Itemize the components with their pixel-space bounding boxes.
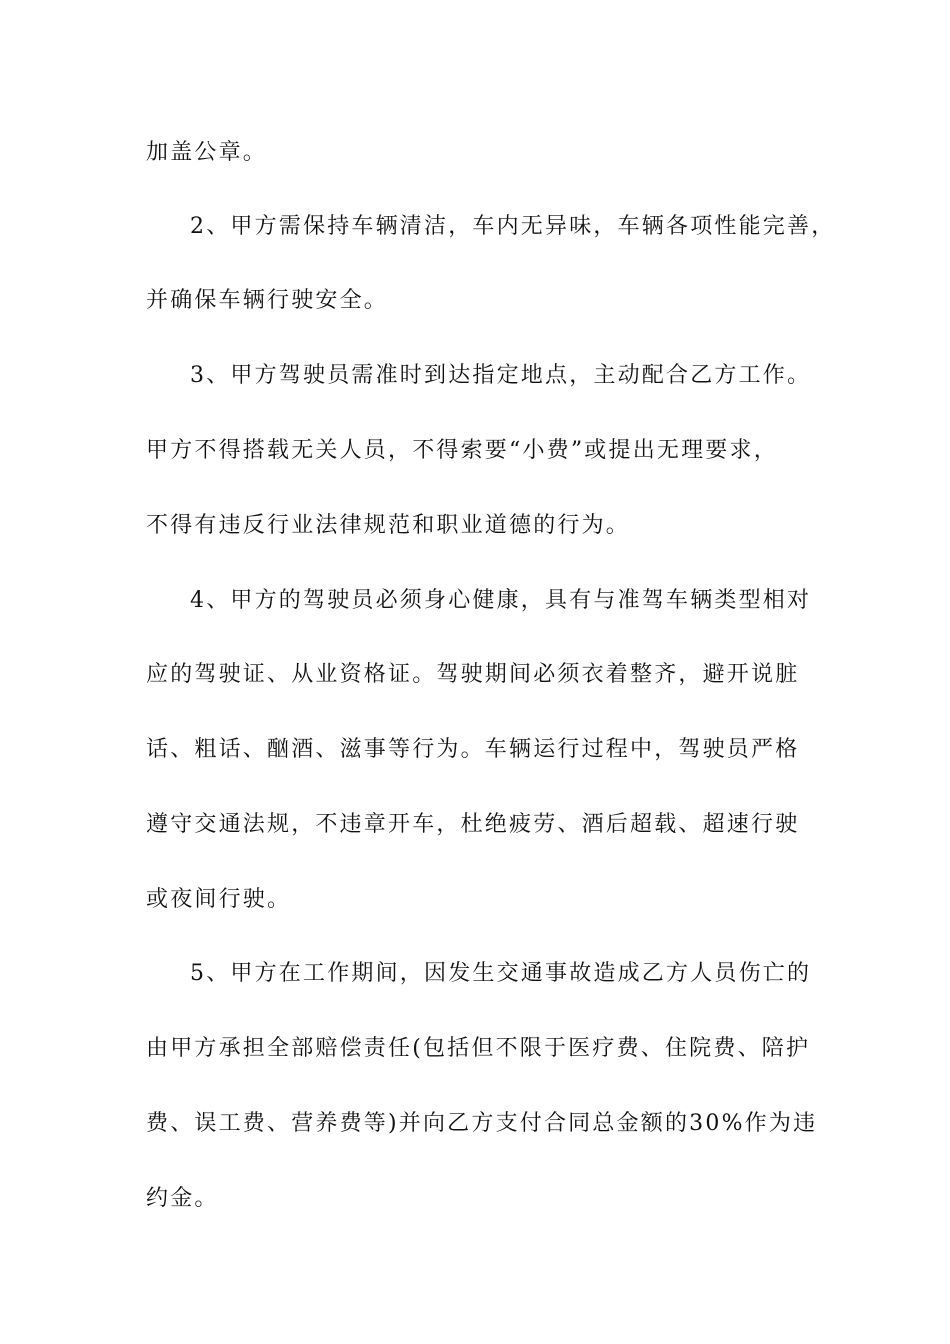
text-line: 加盖公章。 [146, 140, 268, 165]
text-line: 遵守交通法规，不违章开车，杜绝疲劳、酒后超载、超速行驶 [146, 812, 800, 837]
text-line: 约金。 [146, 1186, 219, 1211]
text-line: 由甲方承担全部赔偿责任(包括但不限于医疗费、住院费、陪护 [146, 1036, 811, 1061]
text-line-clause-5: 5、甲方在工作期间，因发生交通事故造成乙方人员伤亡的 [190, 961, 812, 986]
text-line-clause-4: 4、甲方的驾驶员必须身心健康，具有与准驾车辆类型相对 [190, 588, 812, 613]
text-line: 话、粗话、酗酒、滋事等行为。车辆运行过程中，驾驶员严格 [146, 737, 800, 762]
text-line-clause-3: 3、甲方驾驶员需准时到达指定地点，主动配合乙方工作。 [190, 363, 812, 388]
text-line: 或夜间行驶。 [146, 887, 292, 912]
text-line: 费、误工费、营养费等)并向乙方支付合同总金额的30%作为违 [146, 1111, 818, 1136]
text-line: 不得有违反行业法律规范和职业道德的行为。 [146, 513, 631, 538]
text-line: 应的驾驶证、从业资格证。驾驶期间必须衣着整齐，避开说脏 [146, 662, 800, 687]
text-line: 并确保车辆行驶安全。 [146, 288, 389, 313]
text-line-clause-2: 2、甲方需保持车辆清洁，车内无异味，车辆各项性能完善， [190, 214, 836, 239]
text-line: 甲方不得搭载无关人员，不得索要“小费”或提出无理要求， [146, 438, 778, 463]
